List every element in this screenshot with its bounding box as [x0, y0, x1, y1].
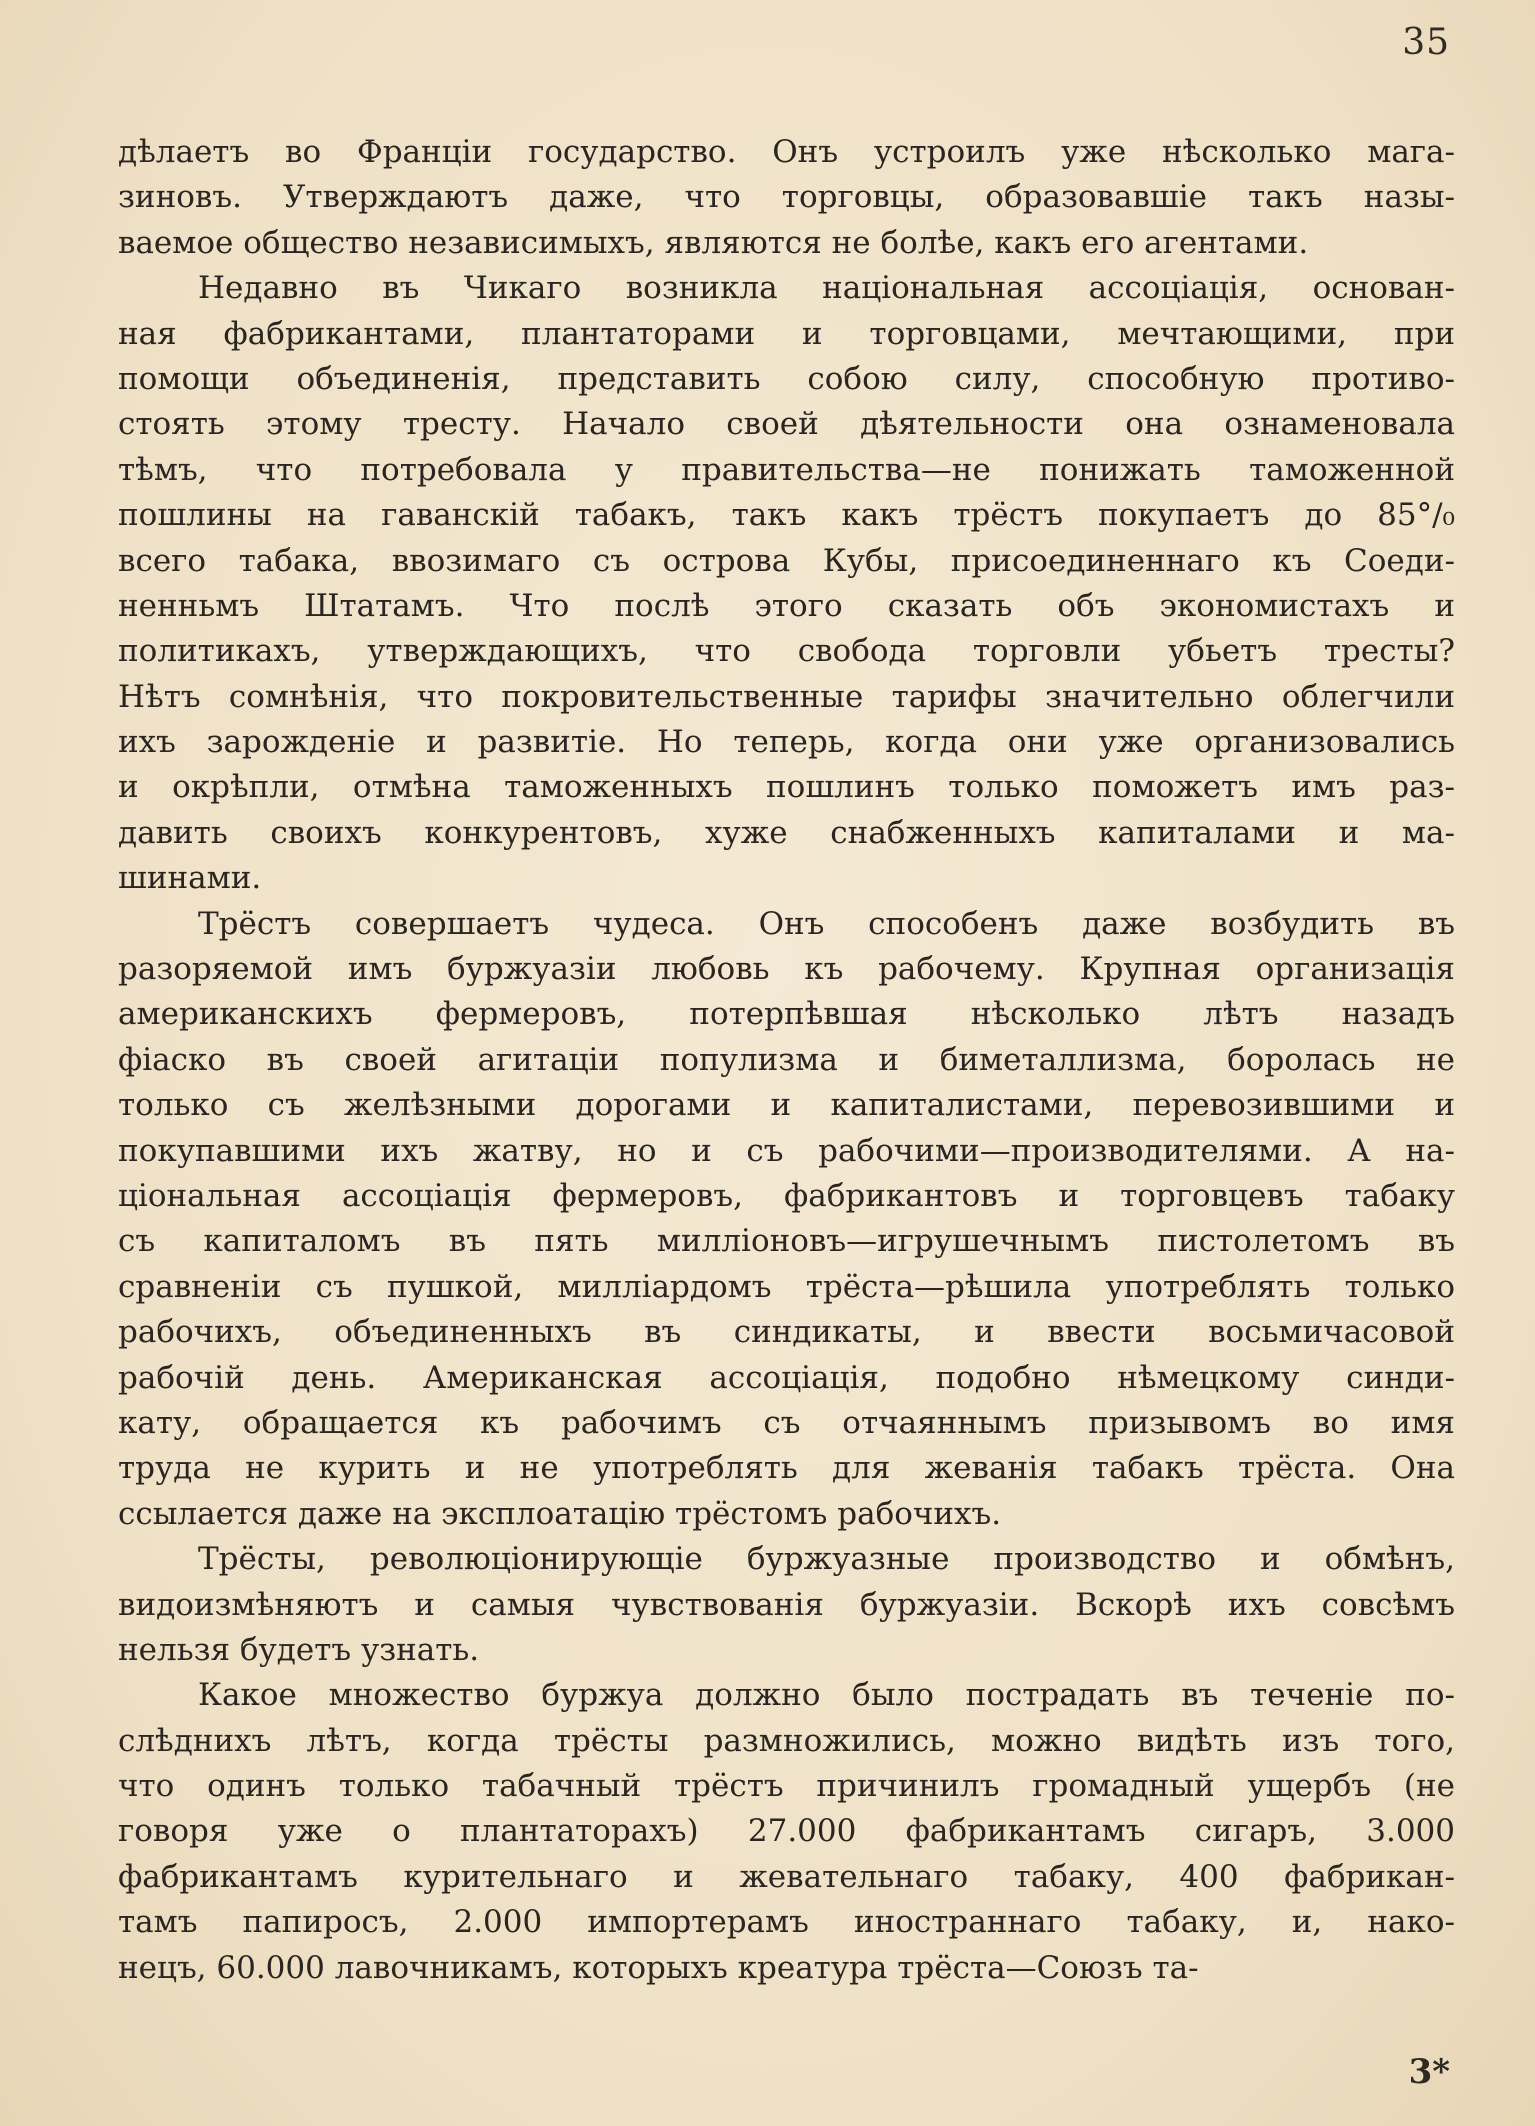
text-line: ціональная ассоціація фермеровъ, фабрикантовъ и торговцевъ табаку — [118, 1177, 1455, 1214]
text-line: ихъ зарожденіе и развитіе. Но теперь, когда они уже организовались — [118, 724, 1455, 761]
text-line: видоизмѣняютъ и самыя чувствованія буржуазіи. Вскорѣ ихъ совсѣмъ — [118, 1586, 1455, 1623]
text-line: давить своихъ конкурентовъ, хуже снабженныхъ капиталами и ма- — [118, 814, 1455, 851]
text-line: покупавшими ихъ жатву, но и съ рабочими—производителями. А на- — [118, 1132, 1455, 1169]
text-line: тѣмъ, что потребовала у правительства—не понижать таможенной — [118, 451, 1455, 488]
paragraph — [118, 1673, 1455, 1991]
text-line: политикахъ, утверждающихъ, что свобода торговли убьетъ тресты? — [118, 633, 1455, 670]
text-line: всего табака, ввозимаго съ острова Кубы, присоединеннаго къ Соеди- — [118, 542, 1455, 579]
text-line: нельзя будетъ узнать. — [118, 1631, 480, 1668]
text-line: разоряемой имъ буржуазіи любовь къ рабочему. Крупная организація — [118, 951, 1455, 988]
text-line: помощи объединенія, представить собою силу, способную противо- — [118, 360, 1455, 397]
text-line: труда не курить и не употреблять для жеванія табакъ трёста. Она — [118, 1450, 1455, 1487]
text-line: ная фабрикантами, плантаторами и торговцами, мечтающими, при — [118, 315, 1455, 352]
text-line: шинами. — [118, 860, 262, 897]
text-line: говоря уже о плантаторахъ) 27.000 фабрикантамъ сигаръ, 3.000 — [118, 1813, 1455, 1850]
text-line: сравненіи съ пушкой, милліардомъ трёста—рѣшила употреблять только — [118, 1268, 1455, 1305]
paragraph — [118, 1537, 1455, 1673]
text-line: Трёстъ совершаетъ чудеса. Онъ способенъ даже возбудить въ — [198, 905, 1455, 942]
text-line: и окрѣпли, отмѣна таможенныхъ пошлинъ только поможетъ имъ раз- — [118, 769, 1455, 806]
text-line: ссылается даже на эксплоатацію трёстомъ рабочихъ. — [118, 1495, 1002, 1532]
text-line: что одинъ только табачный трёстъ причинилъ громадный ущербъ (не — [118, 1768, 1455, 1805]
text-line: дѣлаетъ во Франціи государство. Онъ устроилъ уже нѣсколько мага- — [118, 134, 1455, 170]
text-line: фіаско въ своей агитаціи популизма и биметаллизма, боролась не — [118, 1041, 1455, 1078]
text-line: ненньмъ Штатамъ. Что послѣ этого сказать объ экономистахъ и — [118, 587, 1455, 624]
text-line: рабочій день. Американская ассоціація, подобно нѣмецкому синди- — [118, 1359, 1455, 1396]
text-line: съ капиталомъ въ пять милліоновъ—игрушечнымъ пистолетомъ въ — [118, 1223, 1455, 1260]
text-line: кату, обращается къ рабочимъ съ отчаяннымъ призывомъ во имя — [118, 1404, 1455, 1441]
text-line: Недавно въ Чикаго возникла національная ассоціація, основан- — [198, 270, 1455, 307]
text-line: Нѣтъ сомнѣнія, что покровительственные тарифы значительно облегчили — [118, 678, 1455, 715]
text-line: только съ желѣзными дорогами и капиталистами, перевозившими и — [118, 1087, 1455, 1124]
signature-mark: 3* — [1408, 2052, 1450, 2092]
text-line: рабочихъ, объединенныхъ въ синдикаты, и ввести восьмичасовой — [118, 1314, 1455, 1351]
paragraph — [118, 266, 1455, 901]
text-line: Трёсты, революціонирующіе буржуазные производство и обмѣнъ, — [198, 1541, 1455, 1578]
text-line: пошлины на гаванскій табакъ, такъ какъ трёстъ покупаетъ до 85°/₀ — [118, 497, 1455, 534]
page-number: 35 — [1402, 22, 1450, 63]
text-line: Какое множество буржуа должно было пострадать въ теченіе по- — [198, 1677, 1455, 1714]
text-line: ваемое общество независимыхъ, являются не болѣе, какъ его агентами. — [118, 224, 1309, 261]
text-line: слѣднихъ лѣтъ, когда трёсты размножились, можно видѣть изъ того, — [118, 1722, 1455, 1759]
text-line: тамъ папиросъ, 2.000 импортерамъ иностраннаго табаку, и, нако- — [118, 1904, 1455, 1941]
paragraph — [118, 130, 1455, 266]
paragraph — [118, 902, 1455, 1537]
text-line: фабрикантамъ курительнаго и жевательнаго табаку, 400 фабрикан- — [118, 1858, 1455, 1895]
text-line: американскихъ фермеровъ, потерпѣвшая нѣсколько лѣтъ назадъ — [118, 996, 1455, 1033]
body-text — [118, 130, 1455, 1991]
text-line: стоять этому тресту. Начало своей дѣятельности она ознаменовала — [118, 406, 1455, 443]
text-line: зиновъ. Утверждаютъ даже, что торговцы, образовавшіе такъ назы- — [118, 179, 1455, 216]
text-line: нецъ, 60.000 лавочникамъ, которыхъ креатура трёста—Союзъ та- — [118, 1949, 1199, 1986]
